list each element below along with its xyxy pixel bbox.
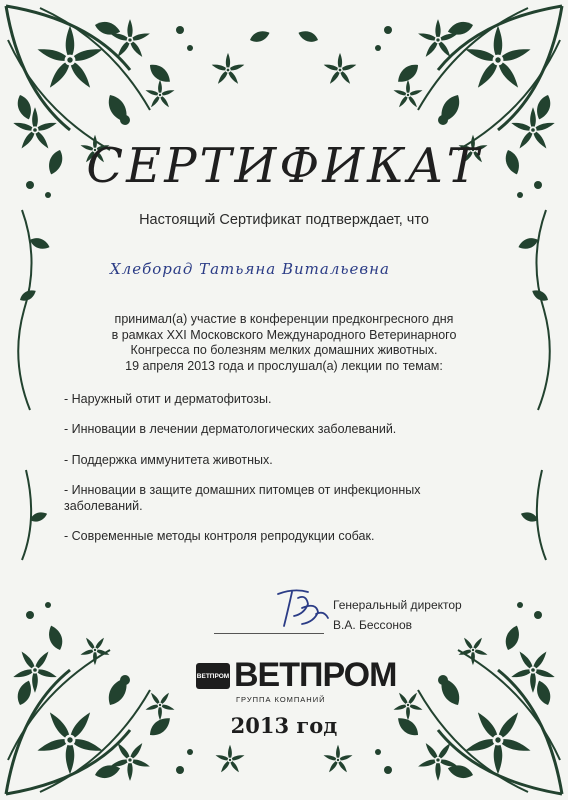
topic-item: - Наружный отит и дерматофитозы. (64, 392, 272, 406)
company-tagline: ГРУППА КОМПАНИЙ (236, 695, 326, 704)
topic-item: - Инновации в защите домашних питомцев от инфекционных заболеваний. (64, 483, 421, 513)
body-line: Конгресса по болезням мелких домашних животных. (130, 343, 438, 357)
company-logo-name: ВЕТПРОМ (234, 656, 397, 694)
signature-line (214, 633, 324, 634)
body-line: 19 апреля 2013 года и прослушал(а) лекции по темам: (125, 358, 443, 373)
logo-badge-text: ВЕТПРОМ (196, 672, 230, 680)
topic-item: - Современные методы контроля репродукции собак. (64, 529, 375, 543)
certificate-title: СЕРТИФИКАТ (86, 138, 482, 194)
signature-icon (272, 584, 332, 632)
recipient-name: Хлеборад Татьяна Витальевна (110, 260, 390, 278)
signatory-name: В.А. Бессонов (333, 618, 413, 632)
topic-item: - Инновации в лечении дерматологических заболеваний. (64, 422, 397, 436)
topic-item: - Поддержка иммунитета животных. (64, 453, 273, 467)
vetprom-logo-icon (196, 663, 230, 689)
certificate-body (40, 312, 528, 374)
body-line: принимал(а) участие в конференции предконгресного дня (114, 312, 454, 326)
certificate-year: 2013 год (230, 713, 338, 738)
body-line: в рамках XXI Московского Международного Ветеринарного (111, 327, 457, 342)
signatory-role: Генеральный директор (333, 598, 462, 612)
certificate-subtitle: Настоящий Сертификат подтверждает, что (139, 212, 429, 228)
